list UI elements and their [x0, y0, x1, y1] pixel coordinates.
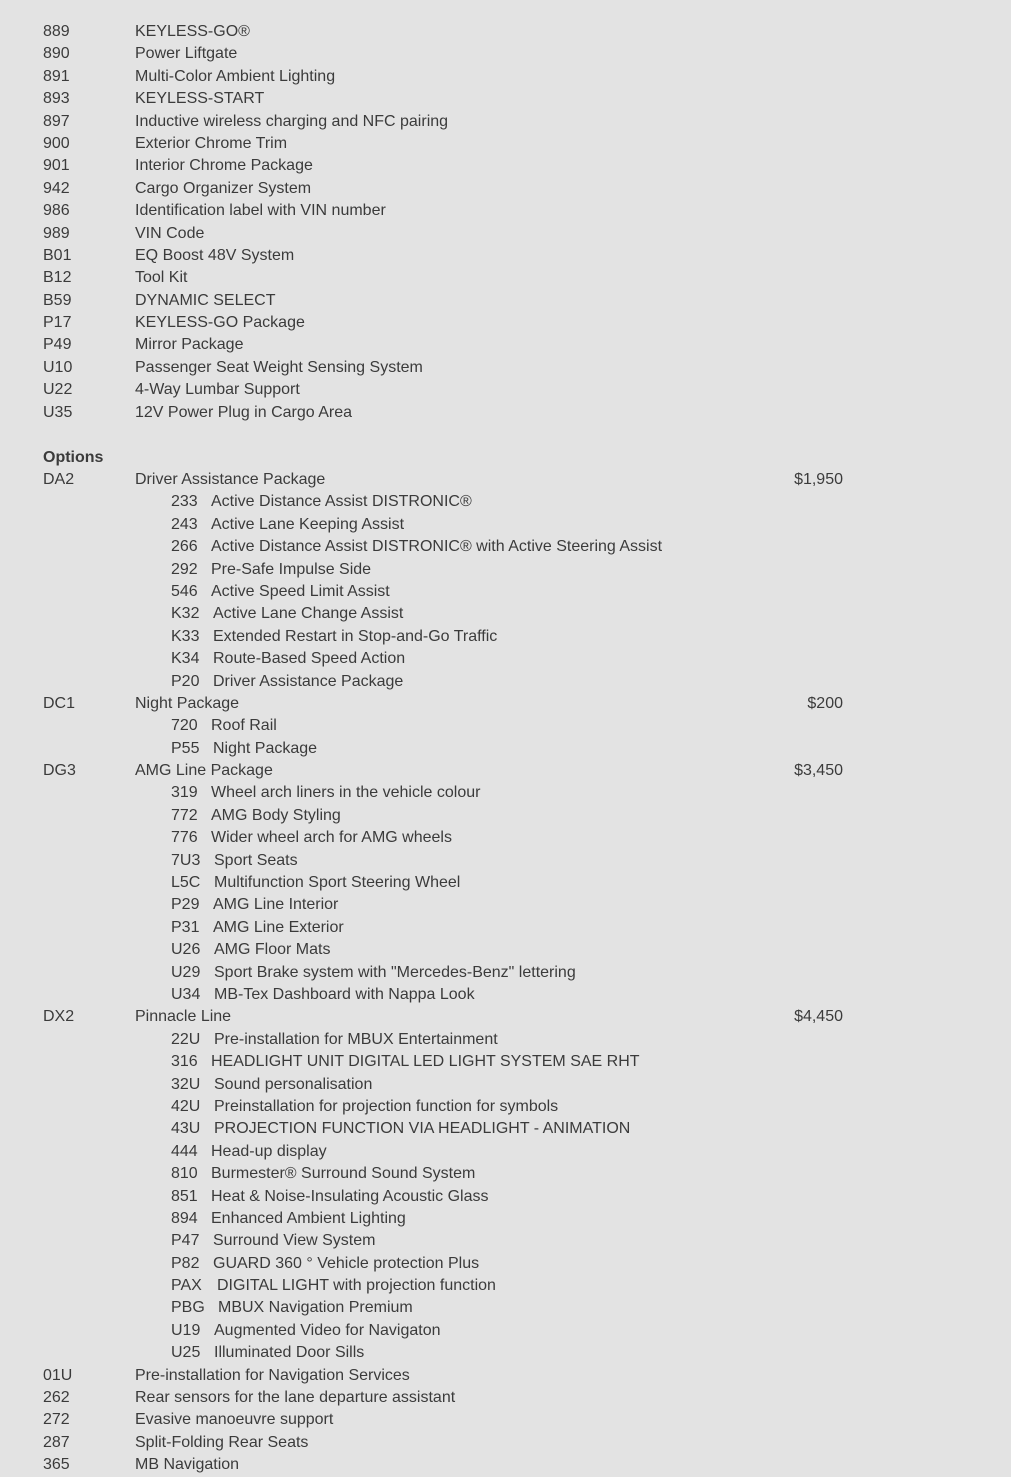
option-list-page	[0, 21, 1011, 1477]
list-item	[0, 133, 1011, 155]
sub-item-code: 316	[171, 1053, 198, 1071]
sub-item-description: HEADLIGHT UNIT DIGITAL LED LIGHT SYSTEM SAE RHT	[211, 1053, 640, 1071]
options-heading: Options	[43, 448, 104, 466]
package-sub-item	[0, 827, 1011, 849]
item-description: Mirror Package	[135, 336, 244, 354]
sub-item-description: Active Lane Keeping Assist	[211, 515, 405, 533]
sub-item-code: U34	[171, 986, 201, 1003]
list-item	[0, 1432, 1011, 1454]
package-sub-item	[0, 1342, 1011, 1364]
package-name: Pinnacle Line	[135, 1008, 232, 1026]
item-description: Inductive wireless charging and NFC pairing	[135, 112, 449, 130]
list-item	[0, 88, 1011, 110]
sub-item-description: Heat & Noise-Insulating Acoustic Glass	[211, 1187, 489, 1205]
sub-item-description: AMG Line Exterior	[213, 918, 344, 936]
package-sub-item	[0, 782, 1011, 804]
item-description: Multi-Color Ambient Lighting	[135, 67, 336, 85]
package-code: DC1	[43, 694, 76, 712]
item-description: Evasive manoeuvre support	[135, 1411, 334, 1429]
package-sub-item	[0, 1163, 1011, 1185]
package-price: $4,450	[794, 1008, 843, 1026]
sub-item-code: 720	[171, 717, 198, 735]
sub-item-description: Preinstallation for projection function for symbols	[214, 1097, 559, 1115]
sub-item-code: K32	[171, 605, 200, 623]
package-sub-item	[0, 648, 1011, 670]
package-code: DA2	[43, 471, 75, 489]
item-code: U35	[43, 403, 73, 421]
item-description: Exterior Chrome Trim	[135, 134, 288, 152]
sub-item-code: P20	[171, 672, 200, 690]
package-price: $200	[807, 694, 843, 712]
sub-item-description: Active Speed Limit Assist	[211, 582, 390, 600]
item-code: P49	[43, 336, 72, 354]
sub-item-code: P47	[171, 1232, 200, 1250]
list-item	[0, 267, 1011, 289]
sub-item-description: Wheel arch liners in the vehicle colour	[211, 784, 481, 802]
item-code: 890	[43, 45, 70, 63]
sub-item-description: DIGITAL LIGHT with projection function	[217, 1277, 496, 1295]
package-sub-item	[0, 738, 1011, 760]
item-code: B12	[43, 269, 72, 287]
sub-item-description: Head-up display	[211, 1142, 327, 1160]
package-sub-item	[0, 1320, 1011, 1342]
item-description: KEYLESS-START	[135, 90, 265, 108]
list-item	[0, 223, 1011, 245]
list-item	[0, 200, 1011, 222]
package-sub-item	[0, 491, 1011, 513]
item-code: 287	[43, 1433, 70, 1451]
list-item	[0, 21, 1011, 43]
item-code: 897	[43, 112, 70, 130]
item-description: Tool Kit	[135, 269, 188, 287]
package-sub-item	[0, 715, 1011, 737]
package-sub-item	[0, 917, 1011, 939]
sub-item-description: Roof Rail	[211, 717, 277, 735]
sub-item-code: P82	[171, 1254, 200, 1272]
sub-item-description: Wider wheel arch for AMG wheels	[211, 829, 452, 847]
sub-item-description: PROJECTION FUNCTION VIA HEADLIGHT - ANIMATION	[214, 1120, 631, 1138]
list-item	[0, 1387, 1011, 1409]
item-description: 4-Way Lumbar Support	[135, 381, 300, 399]
package-sub-item	[0, 1275, 1011, 1297]
sub-item-description: Active Distance Assist DISTRONIC® with Active Steering Assist	[211, 538, 663, 556]
package-sub-item	[0, 1051, 1011, 1073]
item-description: KEYLESS-GO Package	[135, 314, 305, 332]
item-code: 891	[43, 67, 70, 85]
list-item	[0, 43, 1011, 65]
sub-item-code: PBG	[171, 1299, 205, 1317]
package-sub-item	[0, 805, 1011, 827]
package-name: Driver Assistance Package	[135, 471, 326, 489]
package-sub-item	[0, 872, 1011, 894]
item-code: U22	[43, 381, 73, 399]
list-item	[0, 379, 1011, 401]
sub-item-code: 43U	[171, 1120, 201, 1138]
package-sub-item	[0, 984, 1011, 1006]
item-description: Cargo Organizer System	[135, 179, 312, 197]
sub-item-description: Enhanced Ambient Lighting	[211, 1209, 406, 1227]
sub-item-code: 894	[171, 1209, 198, 1227]
item-code: 365	[43, 1456, 70, 1474]
sub-item-code: U19	[171, 1321, 201, 1339]
package-sub-item	[0, 850, 1011, 872]
package-sub-item	[0, 671, 1011, 693]
sub-item-description: Active Distance Assist DISTRONIC®	[211, 493, 472, 511]
sub-item-description: Extended Restart in Stop-and-Go Traffic	[213, 627, 498, 645]
list-item	[0, 402, 1011, 424]
item-description: KEYLESS-GO®	[135, 23, 250, 40]
item-description: VIN Code	[135, 224, 205, 242]
package-sub-item	[0, 1074, 1011, 1096]
package-sub-item	[0, 1297, 1011, 1319]
item-description: Pre-installation for Navigation Services	[135, 1366, 410, 1384]
list-item	[0, 357, 1011, 379]
item-code: 893	[43, 90, 70, 108]
item-description: DYNAMIC SELECT	[135, 291, 276, 309]
sub-item-description: Pre-installation for MBUX Entertainment	[214, 1030, 498, 1048]
package-sub-item	[0, 1230, 1011, 1252]
list-item	[0, 1454, 1011, 1476]
sub-item-description: GUARD 360 ° Vehicle protection Plus	[213, 1254, 480, 1272]
item-code: 262	[43, 1389, 70, 1407]
sub-item-code: 776	[171, 829, 198, 847]
item-code: 942	[43, 179, 70, 197]
sub-item-code: 444	[171, 1142, 198, 1160]
item-code: U10	[43, 358, 73, 376]
sub-item-description: Pre-Safe Impulse Side	[211, 560, 372, 578]
package-sub-item	[0, 581, 1011, 603]
sub-item-code: K34	[171, 650, 200, 668]
sub-item-description: Surround View System	[213, 1232, 376, 1250]
item-code: 900	[43, 134, 70, 152]
item-code: B01	[43, 246, 72, 264]
item-code: P17	[43, 314, 72, 332]
list-item	[0, 66, 1011, 88]
package-name: Night Package	[135, 694, 240, 712]
package-price: $3,450	[794, 762, 843, 780]
package-sub-item	[0, 603, 1011, 625]
sub-item-code: 810	[171, 1165, 198, 1183]
list-item	[0, 1365, 1011, 1387]
sub-item-code: K33	[171, 627, 200, 645]
sub-item-code: 243	[171, 515, 198, 533]
package-sub-item	[0, 1186, 1011, 1208]
list-item	[0, 290, 1011, 312]
sub-item-code: 266	[171, 538, 198, 556]
package-code: DG3	[43, 762, 76, 780]
sub-item-code: P31	[171, 918, 200, 936]
sub-item-code: 233	[171, 493, 198, 511]
item-description: Power Liftgate	[135, 45, 238, 63]
package-sub-item	[0, 894, 1011, 916]
sub-item-code: PAX	[171, 1277, 202, 1295]
sub-item-code: U26	[171, 941, 201, 959]
package-price: $1,950	[794, 471, 843, 489]
sub-item-code: 319	[171, 784, 198, 802]
item-code: B59	[43, 291, 72, 309]
item-description: Split-Folding Rear Seats	[135, 1433, 309, 1451]
package-sub-item	[0, 536, 1011, 558]
item-code: 989	[43, 224, 70, 242]
sub-item-description: Route-Based Speed Action	[213, 650, 406, 668]
package-sub-item	[0, 1118, 1011, 1140]
item-description: 12V Power Plug in Cargo Area	[135, 403, 353, 421]
item-description: Identification label with VIN number	[135, 202, 386, 220]
sub-item-description: Active Lane Change Assist	[213, 605, 404, 623]
item-code: 901	[43, 157, 70, 175]
sub-item-code: 22U	[171, 1030, 201, 1048]
package-sub-item	[0, 962, 1011, 984]
sub-item-code: 546	[171, 582, 198, 600]
item-code: 889	[43, 23, 70, 40]
package-sub-item	[0, 1096, 1011, 1118]
list-item	[0, 312, 1011, 334]
list-item	[0, 334, 1011, 356]
sub-item-code: U25	[171, 1344, 201, 1362]
list-item	[0, 111, 1011, 133]
sub-item-code: U29	[171, 963, 201, 981]
sub-item-description: Burmester® Surround Sound System	[211, 1165, 476, 1183]
sub-item-code: 32U	[171, 1075, 201, 1093]
package-sub-item	[0, 626, 1011, 648]
list-item	[0, 178, 1011, 200]
sub-item-description: Sport Seats	[214, 851, 298, 869]
sub-item-description: AMG Line Interior	[213, 896, 339, 914]
options-heading-row	[0, 447, 1011, 469]
item-code: 986	[43, 202, 70, 220]
sub-item-code: P55	[171, 739, 200, 757]
package-sub-item	[0, 559, 1011, 581]
sub-item-code: 851	[171, 1187, 198, 1205]
package-sub-item	[0, 1029, 1011, 1051]
item-description: Interior Chrome Package	[135, 157, 313, 175]
item-code: 272	[43, 1411, 70, 1429]
option-package	[0, 760, 1011, 782]
sub-item-description: MB-Tex Dashboard with Nappa Look	[214, 986, 475, 1003]
list-item	[0, 1409, 1011, 1431]
sub-item-description: AMG Floor Mats	[214, 941, 331, 959]
sub-item-code: 42U	[171, 1097, 201, 1115]
list-item	[0, 245, 1011, 267]
item-description: Passenger Seat Weight Sensing System	[135, 358, 423, 376]
sub-item-code: P29	[171, 896, 200, 914]
package-code: DX2	[43, 1008, 75, 1026]
sub-item-description: Illuminated Door Sills	[214, 1344, 365, 1362]
package-name: AMG Line Package	[135, 762, 273, 780]
option-package	[0, 1006, 1011, 1028]
sub-item-description: MBUX Navigation Premium	[218, 1299, 413, 1317]
package-sub-item	[0, 1141, 1011, 1163]
package-sub-item	[0, 514, 1011, 536]
sub-item-description: Augmented Video for Navigaton	[214, 1321, 441, 1339]
item-description: MB Navigation	[135, 1456, 240, 1474]
package-sub-item	[0, 1208, 1011, 1230]
list-item	[0, 155, 1011, 177]
sub-item-description: Sound personalisation	[214, 1075, 373, 1093]
sub-item-description: Driver Assistance Package	[213, 672, 404, 690]
sub-item-code: 772	[171, 806, 198, 824]
sub-item-description: AMG Body Styling	[211, 806, 341, 824]
sub-item-description: Night Package	[213, 739, 318, 757]
sub-item-description: Sport Brake system with "Mercedes-Benz" lettering	[214, 963, 576, 981]
sub-item-code: 292	[171, 560, 198, 578]
item-description: EQ Boost 48V System	[135, 246, 295, 264]
option-package	[0, 469, 1011, 491]
sub-item-code: 7U3	[171, 851, 201, 869]
option-package	[0, 693, 1011, 715]
package-sub-item	[0, 1253, 1011, 1275]
sub-item-description: Multifunction Sport Steering Wheel	[214, 874, 461, 892]
item-description: Rear sensors for the lane departure assistant	[135, 1389, 456, 1407]
item-code: 01U	[43, 1366, 73, 1384]
sub-item-code: L5C	[171, 874, 201, 892]
package-sub-item	[0, 939, 1011, 961]
section-spacer	[0, 424, 1011, 447]
